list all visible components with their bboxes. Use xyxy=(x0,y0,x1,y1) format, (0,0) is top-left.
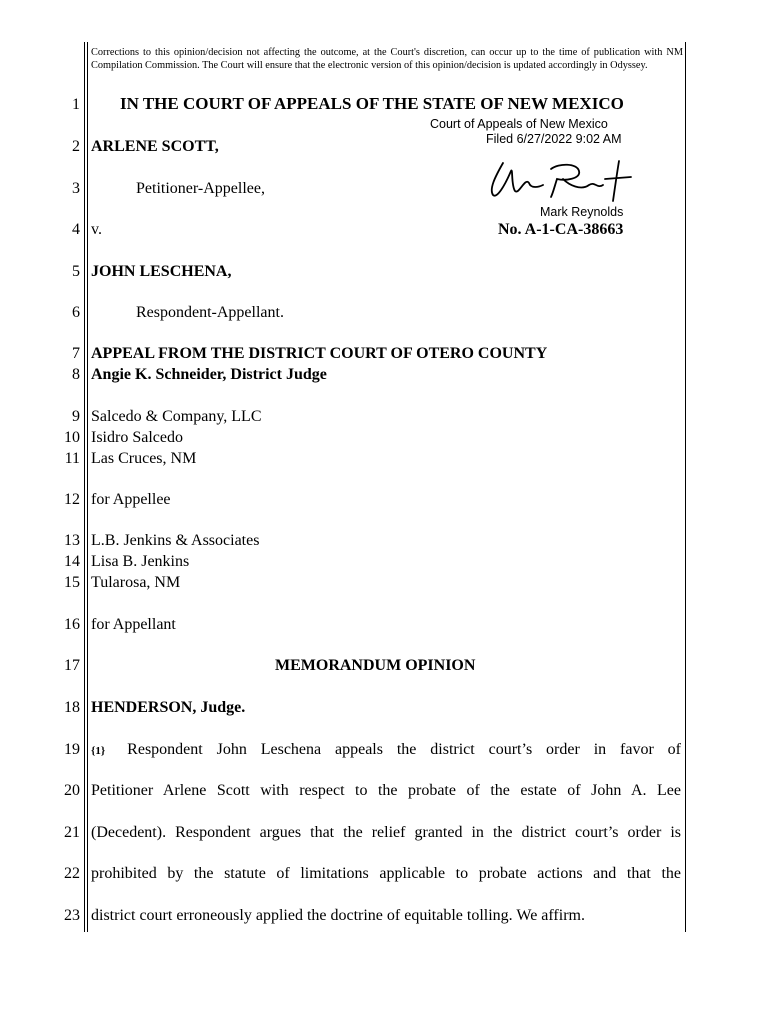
line-number: 17 xyxy=(64,657,80,674)
district-judge: Angie K. Schneider, District Judge xyxy=(91,366,327,383)
opinion-title: MEMORANDUM OPINION xyxy=(275,657,476,674)
paragraph-mark: {1} xyxy=(91,745,106,757)
body-line xyxy=(91,741,681,760)
case-number: No. A-1-CA-38663 xyxy=(498,221,624,238)
signature-image xyxy=(485,155,635,205)
appellant-role: for Appellant xyxy=(91,616,176,633)
line-number: 20 xyxy=(64,782,80,799)
filing-stamp-date: Filed 6/27/2022 9:02 AM xyxy=(486,132,622,146)
line-number: 9 xyxy=(72,408,80,425)
line-number: 22 xyxy=(64,865,80,882)
appellant-city: Tularosa, NM xyxy=(91,574,181,591)
appellee-role: for Appellee xyxy=(91,491,171,508)
body-line: Petitioner Arlene Scott with respect to the probate of the estate of John A. Lee xyxy=(91,782,681,799)
left-margin-rule-outer xyxy=(84,42,85,932)
body-line: prohibited by the statute of limitations applicable to probate actions and that the xyxy=(91,865,681,882)
line-number: 8 xyxy=(72,366,80,383)
petitioner-name: ARLENE SCOTT, xyxy=(91,138,219,155)
petitioner-role: Petitioner-Appellee, xyxy=(136,180,265,197)
line-number: 14 xyxy=(64,553,80,570)
body-line: (Decedent). Respondent argues that the relief granted in the district court’s order is xyxy=(91,824,681,841)
court-heading: IN THE COURT OF APPEALS OF THE STATE OF NEW MEXICO xyxy=(120,94,624,113)
appellant-attorney: Lisa B. Jenkins xyxy=(91,553,190,570)
line-number: 6 xyxy=(72,304,80,321)
appellee-city: Las Cruces, NM xyxy=(91,450,197,467)
line-number: 19 xyxy=(64,741,80,758)
line-number: 16 xyxy=(64,616,80,633)
line-number: 1 xyxy=(72,96,80,113)
appeal-from: APPEAL FROM THE DISTRICT COURT OF OTERO COUNTY xyxy=(91,345,548,362)
line-number: 18 xyxy=(64,699,80,716)
body-line-text: Respondent John Leschena appeals the district court’s order in favor of xyxy=(127,741,681,758)
line-number: 12 xyxy=(64,491,80,508)
line-number: 23 xyxy=(64,907,80,924)
opinion-author: HENDERSON, Judge. xyxy=(91,699,246,716)
line-number: 4 xyxy=(72,221,80,238)
appellee-attorney: Isidro Salcedo xyxy=(91,429,183,446)
line-number: 2 xyxy=(72,138,80,155)
appellant-firm: L.B. Jenkins & Associates xyxy=(91,532,260,549)
appellee-firm: Salcedo & Company, LLC xyxy=(91,408,262,425)
line-number: 11 xyxy=(64,450,80,467)
line-number: 10 xyxy=(64,429,80,446)
line-number: 15 xyxy=(64,574,80,591)
filing-stamp-signer: Mark Reynolds xyxy=(540,205,624,219)
respondent-role: Respondent-Appellant. xyxy=(136,304,284,321)
filing-stamp-court: Court of Appeals of New Mexico xyxy=(430,117,608,131)
line-number: 5 xyxy=(72,263,80,280)
body-line-last: district court erroneously applied the doctrine of equitable tolling. We affirm. xyxy=(91,907,585,924)
line-number: 21 xyxy=(64,824,80,841)
line-number: 3 xyxy=(72,180,80,197)
line-number: 13 xyxy=(64,532,80,549)
respondent-name: JOHN LESCHENA, xyxy=(91,263,232,280)
left-margin-rule-inner xyxy=(87,42,88,932)
right-margin-rule xyxy=(685,42,686,932)
line-number: 7 xyxy=(72,345,80,362)
versus: v. xyxy=(91,221,102,238)
corrections-notice: Corrections to this opinion/decision not affecting the outcome, at the Court's discretion, can occur up to the time of publication with NM Compilation Commission. The Court will ensure that the electronic version of this opinion/decision is updated accordingly in Odyssey. xyxy=(91,47,683,71)
